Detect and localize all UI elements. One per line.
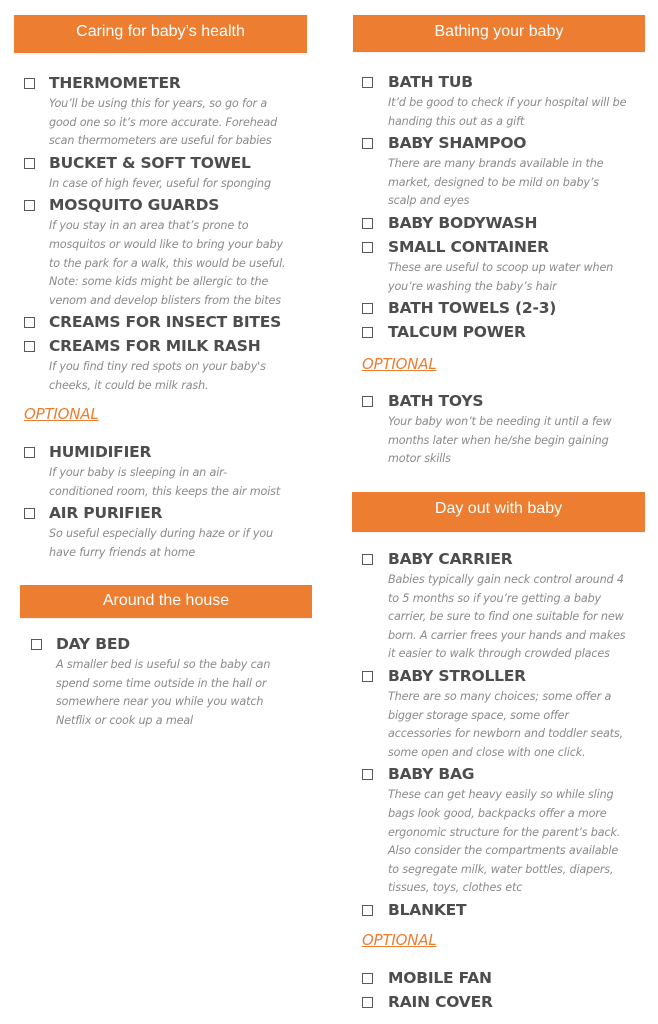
item-description-line: cheeks, it could be milk rash.: [49, 378, 209, 392]
checkbox[interactable]: [362, 973, 373, 984]
section-header-bathing: [353, 15, 645, 52]
item-description-line: There are so many choices; some offer a: [388, 689, 612, 703]
item-description-line: to segregate milk, water bottles, diapers,: [388, 862, 614, 876]
checklist-item: [362, 898, 652, 922]
item-description-line: Note: some kids might be allergic to the: [49, 275, 269, 289]
item-description-line: to the park for a walk, this would be useful.: [49, 256, 286, 270]
section-header-dayout: [352, 492, 645, 532]
item-description-line: It’d be good to check if your hospital will be: [388, 96, 627, 109]
item-description-line: accessories for newborn and toddler seats,: [388, 727, 623, 741]
item-description-line: These can get heavy easily so while sling: [388, 788, 614, 802]
item-title: AIR PURIFIER: [49, 504, 163, 523]
checklist-item: [362, 990, 652, 1014]
checklist-item: [362, 131, 652, 211]
checkbox[interactable]: [24, 78, 35, 89]
item-title: DAY BED: [56, 635, 130, 653]
bathing-list: [362, 70, 652, 344]
optional-label: OPTIONAL: [362, 931, 437, 949]
item-description-line: handing this out as a gift: [388, 114, 525, 128]
item-description-line: Netflix or cook up a meal: [56, 713, 194, 727]
checklist-item: [362, 70, 652, 131]
checkbox[interactable]: [362, 769, 373, 780]
checkbox[interactable]: [362, 242, 373, 253]
checklist-item: [24, 151, 324, 194]
section-header-house: [20, 585, 312, 618]
item-description-line: mosquitos or would like to bring your baby: [49, 237, 283, 251]
item-description-line: to 5 months so if you’re getting a baby: [388, 591, 601, 605]
item-description-line: Also consider the compartments available: [388, 844, 619, 858]
checklist-item: [362, 235, 652, 296]
dayout-list: [362, 547, 652, 922]
item-description-line: bags look good, backpacks offer a more: [388, 806, 607, 820]
item-title: MOSQUITO GUARDS: [49, 196, 220, 215]
checklist-item: [24, 501, 324, 562]
item-description-line: some open and close with one click.: [388, 745, 586, 759]
item-description-line: If you stay in an area that’s prone to: [49, 219, 249, 233]
checklist-item: [362, 762, 652, 898]
bathing-optional-list: [362, 389, 652, 469]
section-title: Day out with baby: [434, 500, 563, 517]
checkbox[interactable]: [362, 138, 373, 149]
dayout-optional-list: [362, 966, 652, 1014]
item-description-line: So useful especially during haze or if you: [49, 527, 273, 541]
item-title: CREAMS FOR INSECT BITES: [49, 313, 282, 332]
item-title: BABY STROLLER: [388, 666, 526, 685]
item-description-line: scalp and eyes: [388, 194, 470, 208]
item-title: BABY CARRIER: [388, 550, 513, 568]
item-description-line: If you find tiny red spots on your baby's: [49, 360, 266, 374]
item-description-line: bigger storage space, some offer: [388, 708, 569, 722]
checklist-item: [24, 193, 324, 310]
item-description-line: These are useful to scoop up water when: [388, 260, 614, 274]
checkbox[interactable]: [362, 905, 373, 916]
checklist-item: [362, 389, 652, 469]
section-title: Bathing your baby: [434, 23, 564, 40]
checkbox[interactable]: [362, 303, 373, 314]
checkbox[interactable]: [24, 508, 35, 519]
item-description-line: ergonomic structure for the parent’s back.: [388, 825, 621, 839]
item-title: HUMIDIFIER: [49, 443, 152, 461]
checkbox[interactable]: [362, 327, 373, 338]
section-header-health: [14, 15, 307, 53]
checkbox[interactable]: [362, 554, 373, 565]
item-title: SMALL CONTAINER: [388, 237, 549, 256]
section-title: Around the house: [102, 592, 230, 609]
item-description-line: You’ll be using this for years, so go for a: [49, 97, 268, 110]
checkbox[interactable]: [24, 317, 35, 328]
checklist-item: [24, 310, 324, 334]
checklist-item: [24, 440, 324, 501]
checkbox[interactable]: [24, 158, 35, 169]
item-description-line: Your baby won’t be needing it until a few: [388, 415, 612, 428]
item-title: TALCUM POWER: [388, 323, 526, 342]
item-title: BABY BAG: [388, 765, 475, 784]
item-description-line: conditioned room, this keeps the air moist: [49, 484, 281, 498]
health-list: [24, 71, 324, 396]
item-description-line: spend some time outside in the hall or: [56, 676, 267, 690]
item-description-line: carrier, be sure to find one suitable for new: [388, 610, 624, 624]
checkbox[interactable]: [362, 997, 373, 1008]
item-description-line: scan thermometers are useful for babies: [49, 134, 272, 148]
item-description-line: months later when he/she begin gaining: [388, 433, 609, 447]
checklist-item: [362, 320, 652, 344]
item-title: CREAMS FOR MILK RASH: [49, 337, 261, 356]
item-description-line: market, designed to be mild on baby’s: [388, 175, 599, 189]
item-description-line: In case of high fever, useful for sponging: [49, 176, 271, 190]
item-description-line: have furry friends at home: [49, 545, 196, 559]
checklist-item: [362, 664, 652, 762]
checkbox[interactable]: [24, 341, 35, 352]
checklist-item: [362, 547, 652, 664]
checklist-item: [362, 966, 652, 990]
item-description-line: Babies typically gain neck control around 4: [388, 573, 624, 586]
item-title: BATH TOWELS (2-3): [388, 299, 557, 318]
optional-label: OPTIONAL: [24, 405, 99, 423]
item-description-line: There are many brands available in the: [388, 157, 604, 171]
item-title: RAIN COVER: [388, 993, 493, 1011]
item-description-line: motor skills: [388, 452, 451, 466]
item-description-line: good one so it’s more accurate. Forehead: [49, 115, 278, 129]
checklist-item: [362, 211, 652, 235]
item-title: MOBILE FAN: [388, 969, 492, 987]
checklist-item: [24, 334, 324, 395]
checkbox[interactable]: [362, 77, 373, 88]
item-description-line: If your baby is sleeping in an air-: [49, 466, 227, 479]
section-title: Caring for baby’s health: [76, 23, 245, 40]
checklist-item: [24, 71, 324, 151]
health-optional-list: [24, 440, 324, 562]
checkbox[interactable]: [362, 671, 373, 682]
item-title: BATH TOYS: [388, 392, 484, 410]
checkbox[interactable]: [362, 396, 373, 407]
checkbox[interactable]: [31, 639, 42, 650]
optional-label: OPTIONAL: [362, 355, 437, 373]
item-description-line: tissues, toys, clothes etc: [388, 881, 523, 895]
item-description-line: venom and develop blisters from the bites: [49, 293, 281, 307]
item-title: BUCKET & SOFT TOWEL: [49, 153, 251, 172]
item-title: BLANKET: [388, 900, 467, 919]
item-title: BATH TUB: [388, 73, 473, 91]
item-title: BABY BODYWASH: [388, 213, 538, 232]
item-description-line: A smaller bed is useful so the baby can: [56, 658, 271, 671]
checkbox[interactable]: [24, 200, 35, 211]
item-description-line: it easier to walk through crowded places: [388, 647, 610, 661]
item-description-line: you’re washing the baby’s hair: [388, 279, 557, 293]
checkbox[interactable]: [362, 218, 373, 229]
checklist-item: [362, 296, 652, 320]
checklist-item: [31, 632, 321, 730]
item-description-line: somewhere near you while you watch: [56, 695, 264, 709]
item-description-line: born. A carrier frees your hands and makes: [388, 628, 626, 642]
item-title: THERMOMETER: [49, 74, 181, 92]
checkbox[interactable]: [24, 447, 35, 458]
house-list: [31, 632, 321, 730]
item-title: BABY SHAMPOO: [388, 134, 527, 153]
